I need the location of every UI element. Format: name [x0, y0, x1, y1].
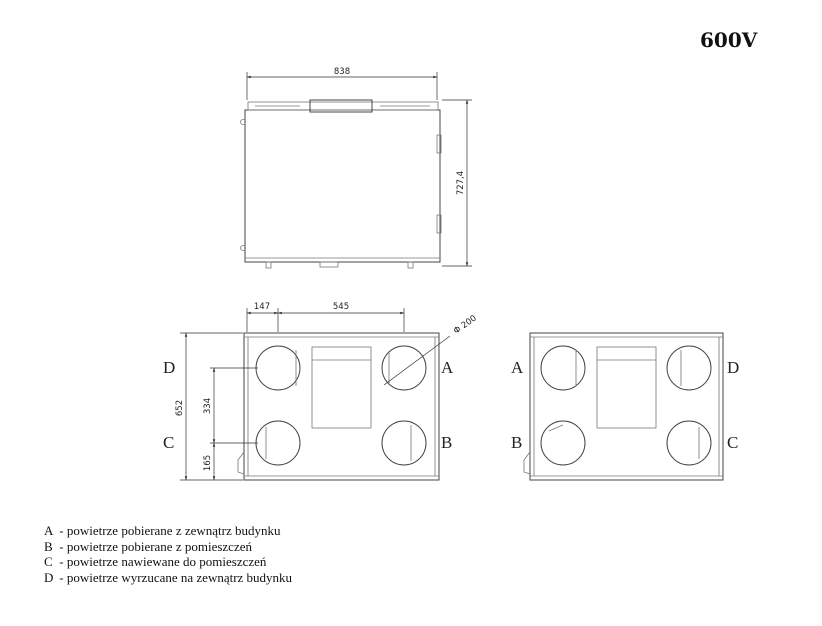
port-label-D: D — [727, 358, 740, 377]
legend-item: B - powietrze pobierane z pomieszczeń — [44, 538, 252, 554]
drain-pipe — [238, 452, 244, 474]
dim-width-label: 838 — [333, 67, 351, 77]
legend-item: A - powietrze pobierane z zewnątrz budynku — [44, 523, 281, 538]
dim-height-label: 727,4 — [456, 170, 466, 196]
duct-opening-A — [541, 346, 585, 390]
foot — [320, 262, 338, 267]
legend-item: D - powietrze wyrzucane na zewnątrz budynku — [44, 569, 293, 585]
center-panel — [597, 347, 656, 428]
left-connection-view — [163, 302, 479, 480]
model-title: 600V — [700, 28, 758, 52]
drain-pipe — [524, 452, 530, 474]
dim-bottom-height-label: 165 — [203, 454, 213, 472]
port-label-D: D — [163, 358, 176, 377]
port-label-A: A — [511, 358, 524, 377]
legend — [44, 523, 292, 585]
duct-opening-C — [667, 421, 711, 465]
left-view-body — [244, 333, 439, 480]
duct-opening-C — [256, 421, 300, 465]
dim-offset-label: 147 — [253, 302, 271, 312]
duct-opening-B — [382, 421, 426, 465]
duct-opening-D — [667, 346, 711, 390]
dim-diameter-label: Φ 200 — [451, 313, 479, 337]
right-view-body — [530, 333, 723, 480]
port-label-C: C — [727, 433, 739, 452]
dim-total-height-label: 652 — [175, 399, 185, 417]
foot — [408, 262, 413, 268]
port-label-C: C — [163, 433, 175, 452]
port-label-B: B — [511, 433, 523, 452]
front-view-body — [245, 110, 440, 262]
port-label-A: A — [441, 358, 454, 377]
dim-spacing-label: 545 — [332, 302, 350, 312]
duct-opening-B — [541, 421, 585, 465]
foot — [266, 262, 271, 268]
center-panel — [312, 347, 371, 428]
dim-mid-height-label: 334 — [203, 397, 213, 415]
duct-opening-D — [256, 346, 300, 390]
legend-item: C - powietrze nawiewane do pomieszczeń — [44, 554, 267, 569]
front-view — [241, 67, 473, 268]
right-connection-view — [511, 333, 739, 480]
port-label-B: B — [441, 433, 453, 452]
